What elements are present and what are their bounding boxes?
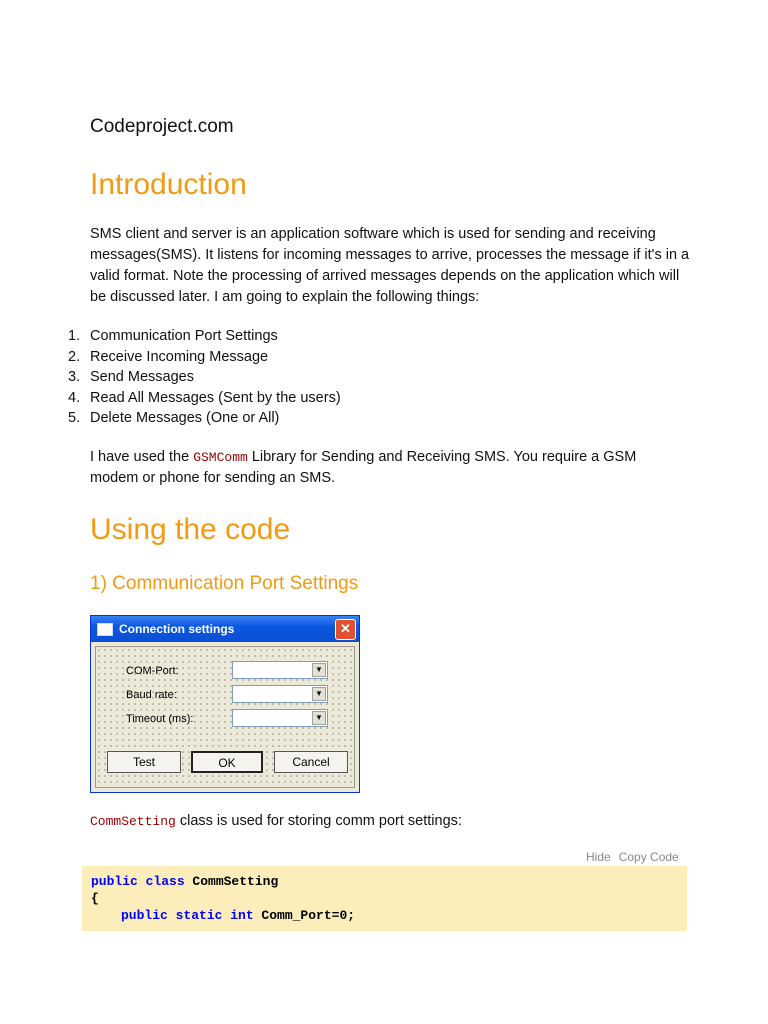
com-port-label: COM-Port:	[126, 665, 179, 677]
list-item: 4. Read All Messages (Sent by the users)	[68, 389, 341, 406]
code-toolbar	[586, 850, 687, 864]
gsmcomm-link[interactable]: GSMComm	[193, 450, 248, 465]
port-settings-subheading: 1) Communication Port Settings	[90, 573, 359, 594]
connection-settings-dialog	[90, 615, 360, 793]
commsetting-class-name: CommSetting	[90, 814, 176, 829]
dialog-title: Connection settings	[119, 622, 235, 636]
list-item: 3. Send Messages	[68, 369, 194, 385]
chevron-down-icon[interactable]: ▼	[312, 687, 326, 701]
site-title: Codeproject.com	[90, 116, 234, 137]
list-item: 1. Communication Port Settings	[68, 328, 278, 344]
class-description: CommSetting class is used for storing comm port settings:	[90, 813, 462, 829]
hide-link[interactable]: Hide	[586, 850, 611, 864]
ok-button[interactable]: OK	[191, 751, 263, 773]
dialog-titlebar	[91, 616, 359, 642]
list-item: 2. Receive Incoming Message	[68, 348, 269, 365]
code-line: {	[91, 891, 99, 906]
timeout-select[interactable]	[232, 709, 328, 727]
code-line: public class CommSetting	[91, 874, 279, 889]
timeout-label: Timeout (ms):	[126, 713, 194, 725]
topics-list	[68, 326, 341, 429]
chevron-down-icon[interactable]: ▼	[312, 711, 326, 725]
code-line: public static int Comm_Port=0;	[121, 908, 356, 923]
code-block	[82, 866, 687, 931]
using-code-heading: Using the code	[90, 513, 291, 546]
introduction-heading: Introduction	[90, 168, 247, 201]
close-button[interactable]: ✕	[335, 619, 356, 640]
list-item: 5. Delete Messages (One or All)	[68, 410, 280, 426]
library-paragraph: I have used the GSMComm Library for Sending and Receiving SMS. You require a GSM modem or phone for sending an SMS.	[90, 449, 637, 486]
intro-paragraph: SMS client and server is an application software which is used for sending and receiving messages(SMS). It listens for incoming messages to arrive, processes the message if it's in a valid format. Note the processing of arrived messages depends on the application which will be discussed later. I am going to explain the following things:	[90, 226, 690, 305]
com-port-select[interactable]	[232, 661, 328, 679]
cancel-button[interactable]: Cancel	[274, 751, 348, 773]
test-button[interactable]: Test	[107, 751, 181, 773]
copy-code-link[interactable]: Copy Code	[618, 850, 679, 864]
window-icon	[97, 623, 113, 636]
baud-rate-select[interactable]	[232, 685, 328, 703]
baud-rate-label: Baud rate:	[126, 689, 177, 701]
chevron-down-icon[interactable]: ▼	[312, 663, 326, 677]
